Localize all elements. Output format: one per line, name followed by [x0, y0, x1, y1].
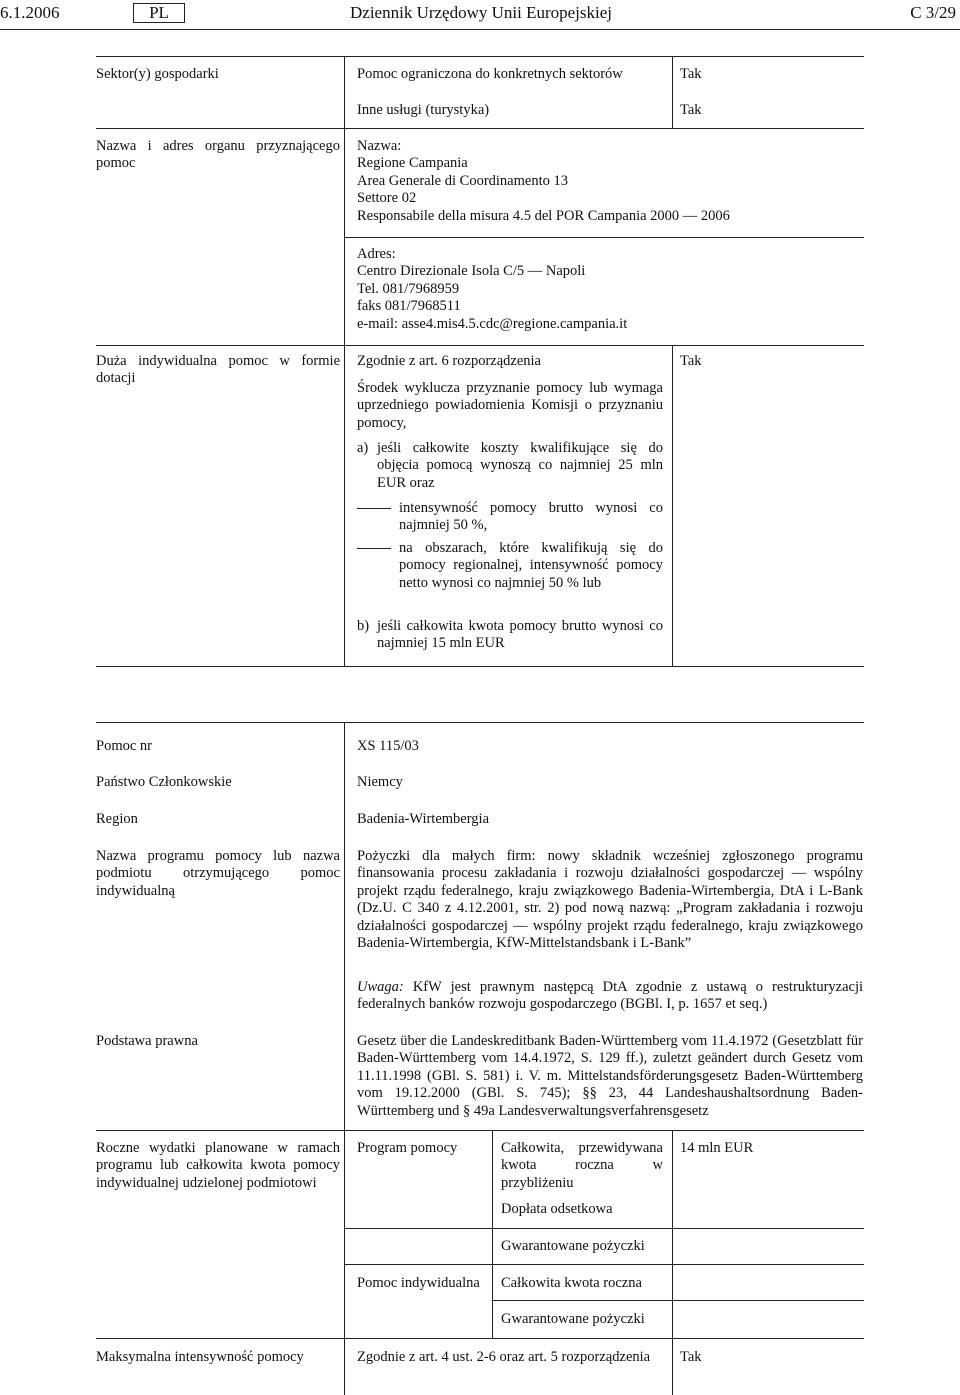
- dash-mark: [357, 508, 391, 509]
- item-a-label: a): [357, 440, 369, 456]
- sector-label: Sektor(y) gospodarki: [96, 66, 219, 82]
- table1-col-rule: [344, 56, 345, 666]
- header-date: 6.1.2006: [0, 3, 60, 22]
- max-intensity-label: Maksymalna intensywność pomocy: [96, 1349, 304, 1365]
- programme-value: Pożyczki dla małych firm: nowy składnik wcześniej zgłoszonego programu finansowania procesu zakładania i rozwoju działalności gospodarczej — wspólny projekt rządu federalnego, kraju związkowego Badenia-Wirtembergia, DtA i L-Bank (Dz.U. C 340 z 4.12.2001, str. 2) pod nową nazwą: „Program zakładania i rozwoju działalności gospodarczej — wspólny projekt rządu federalnego, kraju związkowego Badenia-Wirtembergia, KfW-Mittelstandsbank i L-Bank”: [357, 848, 863, 952]
- individual-aid-label: Pomoc indywidualna: [357, 1275, 480, 1291]
- max-intensity-value: Tak: [680, 1349, 702, 1365]
- programme-label: Nazwa programu pomocy lub nazwa podmiotu otrzymującego pomoc indywidualną: [96, 848, 340, 899]
- dash-item: [357, 500, 663, 535]
- region-label: Region: [96, 811, 138, 827]
- journal-title: Dziennik Urzędowy Unii Europejskiej: [350, 3, 613, 22]
- scheme-total-value: 14 mln EUR: [680, 1140, 754, 1156]
- table1-row-rule: [96, 345, 864, 346]
- dash-item-text: na obszarach, które kwalifikują się do pomocy regionalnej, intensywność pomocy netto wynosi co najmniej 50 % lub: [399, 540, 663, 591]
- table2-row-rule: [492, 1300, 864, 1301]
- authority-name: Nazwa: Regione Campania Area Generale di Coordinamento 13 Settore 02 Responsabile della misura 4.5 del POR Campania 2000 — 2006: [357, 138, 730, 224]
- table2-col-rule: [672, 1130, 673, 1395]
- table2-col-rule: [492, 1130, 493, 1338]
- scheme-label: Program pomocy: [357, 1140, 458, 1156]
- sector-tourism: Inne usługi (turystyka): [357, 102, 490, 118]
- table2-top-rule: [96, 722, 864, 723]
- authority-label: Nazwa i adres organu przyznającego pomoc: [96, 138, 340, 172]
- sector-tourism-value: Tak: [680, 102, 702, 118]
- page-number: C 3/29: [910, 3, 956, 22]
- total-annual: Całkowita kwota roczna: [501, 1275, 642, 1291]
- table1-col-rule: [672, 345, 673, 666]
- aid-number-label: Pomoc nr: [96, 738, 152, 754]
- region-value: Badenia-Wirtembergia: [357, 811, 490, 827]
- note-label: Uwaga:: [357, 979, 404, 995]
- table1-top-rule: [96, 56, 864, 57]
- guaranteed-loans: Gwarantowane pożyczki: [501, 1311, 645, 1327]
- table2-col-rule: [344, 722, 345, 1395]
- item-b-text: jeśli całkowita kwota pomocy brutto wynosi co najmniej 15 mln EUR: [377, 618, 663, 652]
- legal-basis-value: Gesetz über die Landeskreditbank Baden-Württemberg vom 11.4.1972 (Gesetzblatt für Baden-Württemberg vom 14.4.1972, S. 129 ff.), zuletzt geändert durch Gesetz vom 11.11.1998 (GBl. S. 581) i. V. m. Mittelstandsförderungsgesetz Baden-Württemberg vom 19.12.2000 (GBl. S. 745); §§ 23, 44 Landeshaushaltsordnung Baden-Württemberg und § 49a Landesverwaltungsverfahrensgesetz: [357, 1033, 863, 1119]
- scheme-total-label: Całkowita, przewidywana kwota roczna w przybliżeniu: [501, 1140, 663, 1191]
- header-rule: [0, 29, 960, 30]
- dash-item: [357, 540, 663, 592]
- table2-row-rule: [344, 1264, 864, 1265]
- programme-note: [357, 979, 863, 1014]
- large-aid-label: Duża indywidualna pomoc w formie dotacji: [96, 353, 340, 387]
- language-badge: PL: [133, 3, 185, 23]
- note-text: KfW jest prawnym następcą DtA zgodnie z ustawą o restrukturyzacji federalnych banków rozwoju gospodarczego (BGBl. I, p. 1657 et seq.): [357, 979, 864, 1013]
- item-a-text: jeśli całkowite koszty kwalifikujące się do objęcia pomocą wynoszą co najmniej 25 mln EUR oraz: [377, 440, 663, 491]
- max-intensity-ref: Zgodnie z art. 4 ust. 2-6 oraz art. 5 rozporządzenia: [357, 1349, 651, 1365]
- item-b-label: b): [357, 618, 370, 634]
- sector-restricted-value: Tak: [680, 66, 702, 82]
- table1-row-rule: [96, 128, 864, 129]
- large-aid-value: Tak: [680, 353, 702, 369]
- guaranteed-loans: Gwarantowane pożyczki: [501, 1238, 645, 1254]
- sector-restricted: Pomoc ograniczona do konkretnych sektorów: [357, 66, 623, 82]
- member-state-value: Niemcy: [357, 774, 403, 790]
- table1-bottom-rule: [96, 666, 864, 667]
- table1-col-rule: [672, 56, 673, 128]
- interest-subsidy: Dopłata odsetkowa: [501, 1201, 613, 1217]
- table2-row-rule: [96, 1130, 864, 1131]
- table1-row-rule: [344, 237, 864, 238]
- aid-number-value: XS 115/03: [357, 738, 419, 754]
- legal-basis-label: Podstawa prawna: [96, 1033, 198, 1049]
- dash-item-text: intensywność pomocy brutto wynosi co najmniej 50 %,: [399, 500, 663, 534]
- table2-row-rule: [344, 1228, 864, 1229]
- table2-row-rule: [96, 1338, 864, 1339]
- member-state-label: Państwo Członkowskie: [96, 774, 232, 790]
- authority-address: Adres: Centro Direzionale Isola C/5 — Napoli Tel. 081/7968959 faks 081/7968511 e-mail: asse4.mis4.5.cdc@regione.campania.it: [357, 246, 628, 332]
- expenditure-label: Roczne wydatki planowane w ramach programu lub całkowita kwota pomocy indywidualnej udzielonej podmiotowi: [96, 1140, 340, 1191]
- dash-mark: [357, 548, 391, 549]
- large-aid-ref: Zgodnie z art. 6 rozporządzenia: [357, 353, 541, 369]
- large-aid-intro: Środek wyklucza przyznanie pomocy lub wymaga uprzedniego powiadomienia Komisji o przyznaniu pomocy,: [357, 380, 663, 431]
